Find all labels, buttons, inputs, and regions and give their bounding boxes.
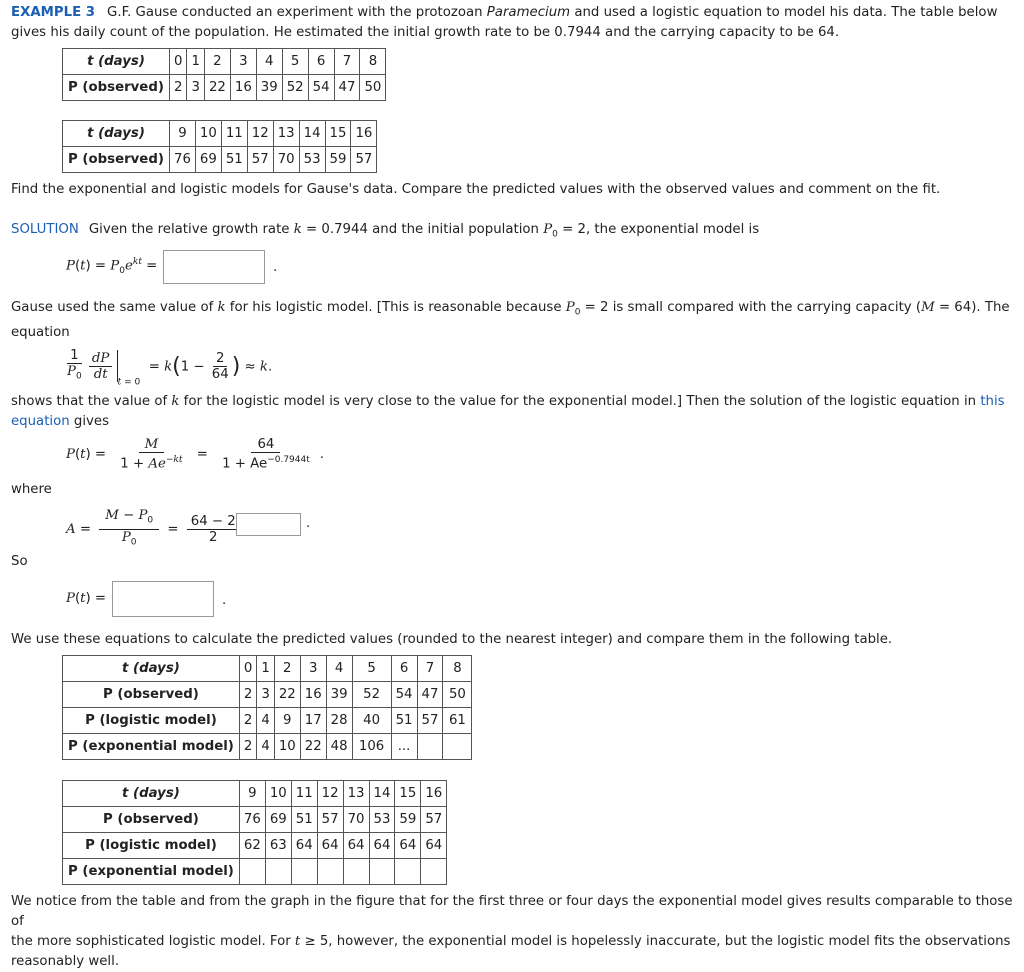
table-row: P (observed) 76 69 51 57 70 53 59 57 [63,807,447,833]
row-header: P (logistic model) [63,833,240,859]
table-row: P (logistic model) 62 63 64 64 64 64 64 64 [63,833,447,859]
logistic-model-equation: P(t) = [66,591,107,606]
empty-answer-cell[interactable] [317,859,343,885]
comparison-table-2 [62,780,447,885]
compare-text: We use these equations to calculate the predicted values (rounded to the nearest integer) and compare them in the following table. [11,632,893,647]
row-header: P (observed) [63,75,170,101]
empty-answer-cell[interactable] [239,859,265,885]
row-header: P (logistic model) [63,708,240,734]
gause-paragraph: Gause used the same value of k for his logistic model. [This is reasonable because $P_0 = 2$ is small compared with the carrying capacity (M = 64). The equation [11,300,1010,340]
table-row: P (logistic model) 2 4 9 17 28 40 51 57 61 [63,708,472,734]
empty-answer-cell[interactable] [443,734,472,760]
table-row: P (observed) 2 3 22 16 39 52 54 47 50 [63,682,472,708]
row-header: t (days) [63,656,240,682]
logistic-equation: P(t) = $\frac{M}{1 + Ae^{-kt}}$ = $\frac{64}{1 + Ae^{-0.7944t}}$ . [66,437,324,472]
row-header: P (observed) [63,807,240,833]
empty-answer-cell[interactable] [291,859,317,885]
row-header: P (observed) [63,682,240,708]
derivative-equation: $\frac{1}{P_0}$ $\frac{dP}{dt}$ $_{t = 0}$ = k(1 − $\frac{2}{64}$ ) ≈ k. [67,348,273,388]
table-row: t (days) 9 10 11 12 13 14 15 16 [63,121,377,147]
table-row: P (observed) 76 69 51 57 70 53 59 57 [63,147,377,173]
empty-answer-cell[interactable] [421,859,447,885]
a-value-answer-box[interactable] [236,513,301,536]
empty-answer-cell[interactable] [343,859,369,885]
empty-answer-cell[interactable] [395,859,421,885]
this-equation-link[interactable]: this [980,394,1005,409]
empty-answer-cell[interactable] [417,734,443,760]
empty-answer-cell[interactable] [265,859,291,885]
row-header: P (observed) [63,147,170,173]
where-label: where [11,482,52,497]
empty-answer-cell[interactable] [369,859,395,885]
observed-table-1 [62,48,386,101]
table-row: t (days) 0 1 2 3 4 5 6 7 8 [63,656,472,682]
example-label: EXAMPLE 3 [11,5,96,20]
solution-text: SOLUTION Given the relative growth rate k = 0.7944 and the initial population $P_0 = 2$, the exponential model is [11,222,760,240]
period-mark: . [306,516,311,531]
shows-paragraph: shows that the value of k for the logistic model is very close to the value for the exponential model.] Then the solution of the logistic equation in this equation gives [11,394,1005,429]
conclusion-paragraph: We notice from the table and from the graph in the figure that for the first three or four days the exponential model gives results comparable to those of the more sophisticated logistic model. For t ≥ 5, however, the exponential model is hopelessly inaccurate, but the logistic model fits the observations reasonably well. [11,894,1013,969]
observed-table-2 [62,120,377,173]
period-mark: . [222,593,227,608]
comparison-table-1 [62,655,472,760]
row-header: P (exponential model) [63,859,240,885]
row-header: t (days) [63,781,240,807]
row-header: t (days) [63,121,170,147]
table-row: P (exponential model) 2 4 10 22 48 106 ... [63,734,472,760]
solution-label: SOLUTION [11,222,79,237]
table-row: t (days) 0 1 2 3 4 5 6 7 8 [63,49,386,75]
row-header: P (exponential model) [63,734,240,760]
task-text: Find the exponential and logistic models for Gause's data. Compare the predicted values with the observed values and comment on the fit. [11,182,941,197]
period-mark: . [273,260,278,275]
exponential-model-answer-box[interactable] [163,250,265,284]
equation-link[interactable]: equation [11,414,70,429]
logistic-model-answer-box[interactable] [112,581,214,617]
row-header: t (days) [63,49,170,75]
table-row [63,859,447,885]
exponential-model-equation: $P(t) = P_0e^{kt}$ = [66,257,158,277]
a-equation: A = $\frac{M - P_0}{P_0}$ = $\frac{64 - 2}{2}$ [66,508,259,550]
example-intro: EXAMPLE 3 G.F. Gause conducted an experiment with the protozoan Paramecium and used a logistic equation to model his data. The table below gives his daily count of the population. He estimated the initial growth rate to be 0.7944 and the carrying capacity to be 64. [11,5,998,40]
table-row: t (days) 9 10 11 12 13 14 15 16 [63,781,447,807]
so-label: So [11,554,28,569]
table-row: P (observed) 2 3 22 16 39 52 54 47 50 [63,75,386,101]
